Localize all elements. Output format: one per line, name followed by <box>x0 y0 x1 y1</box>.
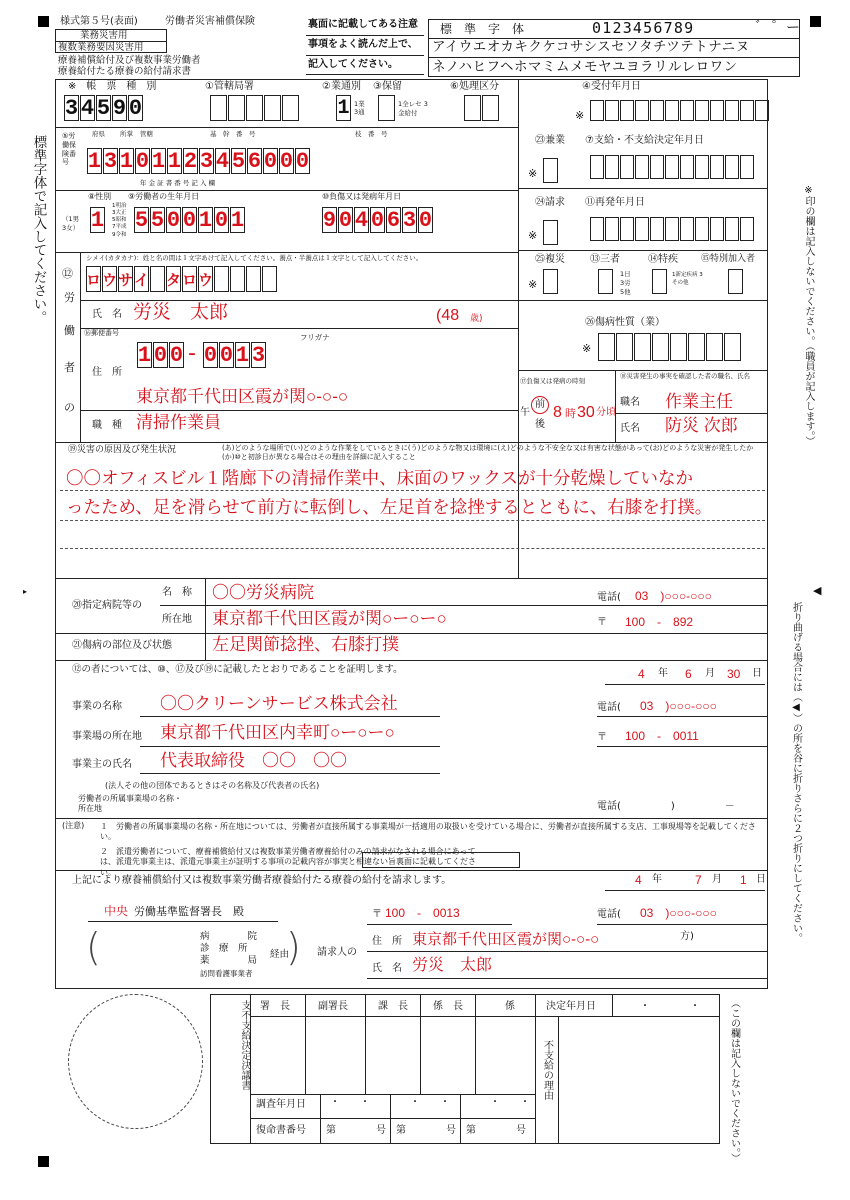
cert-year[interactable]: 4 <box>638 667 645 681</box>
via-nurse: 訪問看護事業者 <box>200 969 253 978</box>
shori-label: ⑥処理区分 <box>450 81 499 92</box>
left-margin-note: 標準字体で記入してください。 <box>30 135 47 324</box>
standard-characters-label: 標 準 字 体 <box>440 22 525 36</box>
cause-line-2[interactable]: ったため、足を滑らせて前方に転倒し、左足首を捻挫するとともに、右膝を打撲。 <box>66 497 713 517</box>
hospital-address[interactable]: 東京都千代田区霞が関○ー○ー○ <box>212 609 447 628</box>
company-tel[interactable]: 03 )○○○-○○○ <box>640 699 717 713</box>
worker-label-2: 労 <box>64 291 75 304</box>
claimant-zip[interactable]: 100 - 0013 <box>385 906 460 920</box>
nenkin-label: 年 金 証 書 番 号 記 入 欄 <box>140 179 216 187</box>
digit: 5 <box>134 207 149 233</box>
shimei2-label: 氏名 <box>620 423 640 434</box>
insurance-name: 労働者災害補償保険 <box>165 16 255 27</box>
birth-label: ⑨労働者の生年月日 <box>128 192 200 201</box>
worker-label-4: 者 <box>64 361 75 374</box>
digit: 6 <box>247 148 262 174</box>
shimei-label: 氏 名 <box>92 309 122 320</box>
digit: 0 <box>370 207 385 233</box>
shozoku-label: 労働者の所属事業場の名称・所在地 <box>78 794 182 814</box>
via-hospital: 病 院 <box>200 931 258 942</box>
claimant-address[interactable]: 東京都千代田区霞が関○-○-○ <box>412 931 600 948</box>
kankatsu-cells[interactable] <box>210 95 300 121</box>
sex-options: （1男 3女） <box>62 215 80 233</box>
saihatsu-label: ⑪再発年月日 <box>585 197 645 208</box>
kettei-label: 決定年月日 <box>546 1001 596 1012</box>
digit: 0 <box>338 207 353 233</box>
hospital-name[interactable]: 〇〇労災病院 <box>212 583 314 602</box>
worker-name[interactable]: 労災 太郎 <box>133 302 229 323</box>
shokumei-label: 職名 <box>620 397 640 408</box>
uketsuke-label: ④受付年月日 <box>582 81 641 92</box>
birth-digits[interactable] <box>134 207 246 233</box>
fushikyu-label: 支不支給決定決議書 <box>239 1000 250 1090</box>
digit: 1 <box>167 148 182 174</box>
fukumei-label: 復命書番号 <box>256 1125 306 1136</box>
right-margin-note-3: （この欄は記入しないでください。） <box>728 998 740 1163</box>
digit: 0 <box>182 207 197 233</box>
kacho-label: 課 長 <box>378 1001 408 1012</box>
digit: 1 <box>87 148 102 174</box>
use-type-2: 複数業務要因災害用 <box>58 42 144 53</box>
digit: 0 <box>279 148 294 174</box>
hospital-tel[interactable]: 03 )○○○-○○○ <box>635 589 712 603</box>
pref-label: 府県 <box>92 130 105 138</box>
standard-kana-row-1: アイウエオカキクケコサシスセソタチツテトナニヌ <box>432 39 750 55</box>
kakaricho-label: 係 長 <box>433 1001 463 1012</box>
form-title-1: 療養補償給付及び複数事業労働者 <box>58 55 201 66</box>
furigana-label: フリガナ <box>300 333 330 342</box>
company-zip[interactable]: 100 - 0011 <box>625 729 699 743</box>
standard-kana-row-2: ネノハヒフヘホマミムメモヤユヨラリルレロワン <box>432 59 738 75</box>
gozen: 前 <box>535 399 545 410</box>
form-title-2: 療養給付たる療養の給付請求書 <box>58 66 192 77</box>
gozen-label: 午 <box>520 407 530 418</box>
kettei-date[interactable]: ・ ・ <box>640 1001 700 1012</box>
tokubetsu-label: ⑮特別加入者 <box>701 254 756 264</box>
kata-label: 方) <box>680 931 694 942</box>
certify-statement: ⑫の者については、⑩、⑰及び⑲に記載したとおりであることを証明します。 <box>72 664 403 675</box>
fukumei-numbers[interactable]: 第 号 第 号 第 号 <box>326 1125 526 1136</box>
shori-cells[interactable] <box>464 95 500 121</box>
office-name[interactable]: 中央 <box>104 904 129 918</box>
tokkyo-options: 1新定疾病 3その他 <box>672 272 703 286</box>
char: タ <box>166 266 181 292</box>
tokubetsu-cell[interactable] <box>728 269 744 294</box>
claimant-tel-label: 電話( <box>597 909 621 920</box>
shobyo-cells[interactable] <box>598 333 742 361</box>
digit: 1 <box>119 148 134 174</box>
shoku-label: 所掌 <box>120 130 133 138</box>
worker-occupation[interactable]: 清掃作業員 <box>136 413 221 432</box>
digit: 3 <box>64 95 79 121</box>
digit: 5 <box>150 207 165 233</box>
seikyu-cell[interactable] <box>543 220 559 245</box>
fold-arrow-left: ▸ <box>23 587 28 596</box>
digit: 0 <box>263 148 278 174</box>
company-name[interactable]: 〇〇クリーンサービス株式会社 <box>160 694 398 713</box>
sansha-cell[interactable] <box>598 269 614 294</box>
claimant-addr-label: 住 所 <box>372 936 402 947</box>
kyugyo-label: ㉓兼業 <box>535 135 565 146</box>
digit: 2 <box>183 148 198 174</box>
char <box>214 266 229 292</box>
jusho-label: 住 所 <box>92 367 122 378</box>
shozoku-tel-label: 電話( ) － <box>597 801 735 812</box>
digit: 5 <box>231 148 246 174</box>
paren-left: ( <box>86 925 101 969</box>
hour-value[interactable]: 8 <box>553 404 562 421</box>
kana-name-cells[interactable] <box>86 266 278 292</box>
chohyo-label: ※ 帳 票 種 別 <box>68 81 157 92</box>
jikoku-label: ⑰負傷又は発病の時刻 <box>520 377 585 385</box>
char <box>246 266 261 292</box>
char: サ <box>118 266 133 292</box>
worker-age[interactable]: (48 <box>436 307 460 324</box>
zip-cells-1[interactable]: 1 0 0 <box>137 342 184 368</box>
standard-mark-long: ー <box>786 20 800 36</box>
minute-label: 分頃 <box>596 407 616 418</box>
year-label: 年 <box>652 874 662 885</box>
injury-date-label: ⑩負傷又は発病年月日 <box>322 192 402 201</box>
kankatsu2-label: 管轄 <box>140 130 153 138</box>
digit: 0 <box>135 148 150 174</box>
rodo-bango-digits[interactable] <box>87 148 311 174</box>
claim-year[interactable]: 4 <box>635 873 642 887</box>
horyu-label: ③保留 <box>373 81 402 92</box>
day-label: 日 <box>756 874 766 885</box>
registration-mark <box>38 1156 49 1167</box>
fukusai-cell[interactable] <box>543 269 559 294</box>
dantai-note: (法人その他の団体であるときはその名称及び代表者の氏名) <box>105 781 320 790</box>
digit: 4 <box>215 148 230 174</box>
note-2: ２ 派遣労働者について、療養補償給付又は複数事業労働者療養給付のみの請求がなされる場合にあっては、派遣先事業主は、派遣元事業主が証明する事項の記載内容が事実と相違ない旨裏面に記載してください。 <box>100 847 476 877</box>
company-tel-label: 電話( <box>597 702 621 713</box>
hospital-label: ⑳指定病院等の <box>72 600 142 611</box>
mark: ※ <box>528 229 538 242</box>
minute-value[interactable]: 30 <box>577 404 595 421</box>
hour-label: 時 <box>565 407 576 420</box>
kantoku-label: 労働基準監督署長 殿 <box>134 905 244 918</box>
hospital-zip[interactable]: 100 - 892 <box>625 615 694 629</box>
standard-digits: 0123456789 <box>592 19 695 37</box>
company-owner[interactable]: 代表取締役 〇〇 〇〇 <box>160 751 347 770</box>
mark: ※ <box>528 167 538 180</box>
use-type-1: 業務災害用 <box>80 30 128 41</box>
era-options: 1明治 3大正 5昭和 7平成 9令和 <box>112 203 127 238</box>
registration-mark <box>38 16 49 27</box>
rodo-bango-label: ⑤労働保険番号 <box>62 132 76 167</box>
confirmer-title[interactable]: 作業主任 <box>665 392 733 411</box>
kakunin-label: ⑱災害発生の事実を確認した者の職名、氏名 <box>620 372 750 380</box>
chosa-dates[interactable]: ・ ・ ・ ・ ・ ・ <box>330 1097 530 1108</box>
digit: 4 <box>80 95 95 121</box>
cause-line-1[interactable]: 〇〇オフィスビル１階廊下の清掃作業中、床面のワックスが十分乾燥していなか <box>66 468 694 488</box>
notice-line-3: 記入してください。 <box>308 59 398 70</box>
kana-note: シメイ(カタカナ)：姓と名の間は１文字あけて記入してください。濁点・半濁点は１文字として記入してください。 <box>86 254 423 262</box>
hospital-name-label: 名 称 <box>162 587 192 598</box>
digit: 3 <box>199 148 214 174</box>
worker-label-3: 働 <box>64 324 75 337</box>
claimant-post-label: 〒 <box>372 909 382 920</box>
month-label: 月 <box>705 668 715 679</box>
chosa-label: 調査年月日 <box>256 1099 306 1110</box>
notes-head: (注意) <box>62 821 85 830</box>
digit: 9 <box>322 207 337 233</box>
company-address[interactable]: 東京都千代田区内幸町○ー○ー○ <box>160 723 395 742</box>
digit: 0 <box>166 207 181 233</box>
digit: 0 <box>295 148 310 174</box>
via-pharmacy: 薬 局 <box>200 955 258 966</box>
mark: ※ <box>582 342 592 355</box>
form-number: 様式第５号(表面) <box>60 16 138 27</box>
worker-address[interactable]: 東京都千代田区霞が関○-○-○ <box>136 387 349 406</box>
digit: 5 <box>96 95 111 121</box>
shikyu-cells[interactable] <box>590 155 755 179</box>
gyomu-label: ②業通別 <box>322 81 361 92</box>
shikyu-label: ⑦支給・不支給決定年月日 <box>585 135 704 146</box>
age-suffix: 歳) <box>470 314 483 324</box>
gogo: 後 <box>535 419 545 430</box>
digit: 0 <box>418 207 433 233</box>
char: ロ <box>86 266 101 292</box>
note-checkbox[interactable] <box>362 852 520 868</box>
claim-day[interactable]: 1 <box>740 873 747 887</box>
claimant-tel[interactable]: 03 )○○○-○○○ <box>640 906 717 920</box>
saihatsu-cells[interactable] <box>590 217 755 241</box>
injury-label: ㉑傷病の部位及び状態 <box>72 640 172 651</box>
right-margin-note-1: ※印の欄は記入しないでください。（職員が記入します。） <box>803 185 814 446</box>
riyu-label: 不支給の理由 <box>541 1040 553 1100</box>
cause-label: ⑲災害の原因及び発生状況 <box>68 445 177 455</box>
confirmer-name[interactable]: 防災 次郎 <box>665 416 738 435</box>
standard-mark-handakuten: ゜ <box>772 20 786 36</box>
char: ウ <box>102 266 117 292</box>
jigyo-name-label: 事業の名称 <box>72 701 122 712</box>
sansha-label: ⑬三者 <box>590 254 620 265</box>
tokkyo-label: ⑭特疾 <box>648 254 678 265</box>
notice-line-2: 事項をよく読んだ上で、 <box>308 39 418 50</box>
char <box>262 266 277 292</box>
eda-label: 枝 番 号 <box>355 130 388 138</box>
horyu-options: 1全レセ 3金給付 <box>398 100 428 118</box>
worker-label-1: ⑫ <box>62 267 73 280</box>
zip-dash: - <box>188 341 196 366</box>
kyugyo-cell[interactable] <box>543 158 559 183</box>
claimant-name-label: 氏 名 <box>372 963 402 974</box>
hospital-addr-label: 所在地 <box>162 614 192 625</box>
right-margin-note-2: 折り曲げる場合には（◀）の所を谷に折りさらに２つ折りにしてください。 <box>790 602 802 943</box>
seibetsu-label: ⑧性別 <box>88 192 112 201</box>
fukushocho-label: 副署長 <box>318 1001 348 1012</box>
digit: 9 <box>112 95 127 121</box>
company-post-label: 〒 <box>597 732 607 743</box>
sansha-options: 1日 3労 5他 <box>620 270 631 297</box>
claimant-name[interactable]: 労災 太郎 <box>412 957 493 974</box>
jigyo-owner-label: 事業主の氏名 <box>72 759 132 770</box>
year-label: 年 <box>658 668 668 679</box>
kankatsu-label: ①管轄局署 <box>205 81 254 92</box>
cause-note: (あ)どのような場所で(い)どのような作業をしているときに(う)どのような物又は環境に(え)どのような不安全な又は有害な状態があって(お)どのような災害が発生したか(か)⑩と初診日が異なる場合はその理由を詳細に記入すること <box>222 444 754 462</box>
fold-arrow-right: ◀ <box>813 584 822 597</box>
digit: 0 <box>214 207 229 233</box>
shobyo-label: ㉖傷病性質（業） <box>585 317 665 328</box>
char: イ <box>134 266 149 292</box>
digit: 3 <box>103 148 118 174</box>
digit: 3 <box>402 207 417 233</box>
digit: 1 <box>230 207 245 233</box>
horyu-cell[interactable] <box>378 95 396 121</box>
paren-right: ) <box>286 925 301 969</box>
zip-cells-2[interactable]: 0 0 1 3 <box>203 342 266 368</box>
digit: 1 <box>151 148 166 174</box>
reception-stamp-area <box>68 994 203 1129</box>
keiyu-label: 経由 <box>270 949 290 960</box>
jigyo-addr-label: 事業場の所在地 <box>72 731 142 742</box>
kikan-label: 基 幹 番 号 <box>210 130 256 138</box>
mark: ※ <box>575 109 585 122</box>
worker-label-5: の <box>64 401 75 414</box>
kakari-label: 係 <box>505 1001 515 1012</box>
registration-mark <box>810 16 821 27</box>
month-label: 月 <box>712 874 722 885</box>
gyomu-options: 1業 3通 <box>354 100 365 117</box>
chohyo-digits <box>64 95 144 121</box>
hospital-tel-label: 電話( <box>597 592 621 603</box>
hospital-post-label: 〒 <box>597 617 607 628</box>
uketsuke-cells[interactable] <box>590 100 770 121</box>
shokushu-label: 職 種 <box>92 420 122 431</box>
fukusai-label: ㉕複災 <box>535 254 565 265</box>
cert-month[interactable]: 6 <box>685 667 692 681</box>
char: ロ <box>182 266 197 292</box>
gyomu-cell[interactable]: 1 <box>337 96 350 120</box>
sex-cell[interactable]: 1 <box>90 207 105 233</box>
injury-description[interactable]: 左足関節捻挫、右膝打撲 <box>212 635 399 654</box>
char <box>230 266 245 292</box>
shocho-label: 署 長 <box>260 1001 290 1012</box>
standard-mark-dakuten: ゛ <box>755 20 769 36</box>
note-1: １ 労働者の所属事業場の名称・所在地については、労働者が直接所属する事業場が一括適用の取扱いを受けている場合に、労働者が直接所属する支店、工事現場等を記載してください。 <box>100 822 756 842</box>
digit: 6 <box>386 207 401 233</box>
day-label: 日 <box>752 668 762 679</box>
char <box>150 266 165 292</box>
digit: 1 <box>198 207 213 233</box>
digit: 4 <box>354 207 369 233</box>
mark: ※ <box>528 278 538 291</box>
notice-line-1: 裏面に記載してある注意 <box>308 19 418 30</box>
via-clinic: 診 療 所 <box>200 943 248 954</box>
digit: 0 <box>128 95 143 121</box>
claim-month[interactable]: 7 <box>695 873 702 887</box>
char: ウ <box>198 266 213 292</box>
seikyunin-label: 請求人の <box>317 947 357 958</box>
seikyu-label: ㉔請求 <box>535 197 565 208</box>
claim-statement: 上記により療養補償給付又は複数事業労働者療養給付たる療養の給付を請求します。 <box>72 875 452 886</box>
tokkyo-cell[interactable] <box>652 269 668 294</box>
yubin-label: ⑯郵便番号 <box>84 329 119 337</box>
injury-date-digits[interactable] <box>322 207 434 233</box>
cert-day[interactable]: 30 <box>727 667 741 681</box>
